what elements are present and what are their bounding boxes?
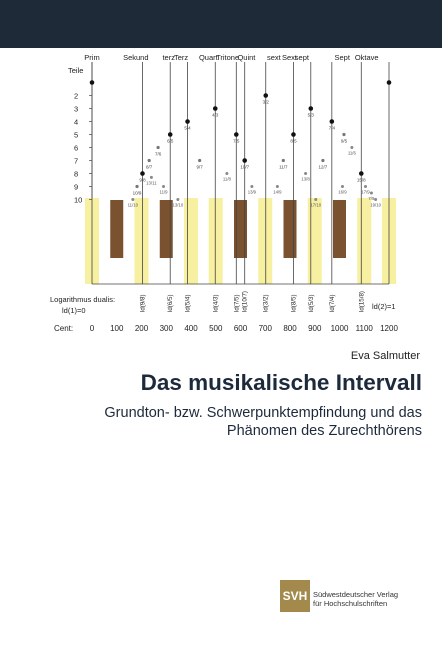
interval-label: Terz	[174, 53, 189, 62]
piano-white-key	[308, 198, 322, 284]
piano-black-key	[333, 200, 346, 258]
interval-label: terz	[162, 53, 175, 62]
ld-label: ld(6/5)	[167, 294, 175, 312]
minor-ratio-label: 16/9	[338, 189, 347, 195]
minor-ratio-point	[150, 176, 153, 179]
cent-tick-label: 400	[184, 324, 198, 333]
piano-white-key	[209, 198, 223, 284]
teile-tick-label: 9	[74, 182, 79, 192]
cent-tick-label: 1100	[355, 324, 373, 333]
cent-tick-label: 500	[209, 324, 223, 333]
minor-ratio-point	[350, 146, 353, 149]
ld1-label: ld(1)=0	[62, 306, 86, 315]
minor-ratio-point	[162, 185, 165, 188]
ratio-point	[321, 159, 324, 162]
teile-tick-label: 8	[74, 169, 79, 179]
cent-tick-label: 100	[110, 324, 124, 333]
cent-tick-label: 200	[134, 324, 149, 333]
publisher-name	[313, 590, 398, 608]
cent-tick-label: 700	[258, 324, 272, 333]
ratio-point	[156, 146, 159, 149]
ld-label: ld(10/7)	[241, 291, 249, 312]
piano-black-key	[160, 200, 173, 258]
cent-tick-label: 600	[233, 324, 248, 333]
interval-label: Quint	[237, 53, 256, 62]
interval-diagram	[0, 48, 442, 348]
interval-label: Sekund	[123, 53, 149, 62]
ratio-point	[263, 93, 268, 98]
minor-ratio-point	[176, 198, 179, 201]
minor-ratio-label: 13/8	[301, 176, 310, 182]
minor-ratio-label: 19/10	[370, 202, 382, 208]
interval-label: Sept	[334, 53, 350, 62]
ratio-point	[213, 106, 218, 111]
cent-tick-label: 300	[159, 324, 173, 333]
ratio-point	[140, 171, 145, 176]
ratio-label: 6/5	[167, 138, 174, 144]
ratio-label: 3/2	[262, 99, 269, 105]
ld-label: ld(8/5)	[290, 294, 298, 312]
ratio-label: 10/7	[240, 164, 250, 170]
interval-label: Quart	[198, 53, 218, 62]
ld-label: ld(3/2)	[262, 294, 270, 312]
ratio-point	[291, 132, 296, 137]
ratio-label: 8/5	[290, 138, 297, 144]
teile-tick-label: 7	[74, 156, 79, 166]
ratio-label: 11/7	[279, 164, 288, 170]
ratio-label: 5/3	[307, 112, 314, 118]
ld-label: ld(7/4)	[328, 294, 336, 312]
minor-ratio-point	[276, 185, 279, 188]
piano-white-key	[184, 198, 198, 284]
ratio-label: 9/7	[196, 164, 203, 170]
minor-ratio-label: 11/9	[159, 189, 168, 195]
interval-label: Tritone	[216, 53, 240, 62]
teile-tick-label: 2	[74, 91, 79, 101]
interval-label: Sext	[281, 53, 298, 62]
ratio-point	[282, 159, 285, 162]
ratio-point	[135, 185, 138, 188]
ratio-point	[148, 159, 151, 162]
piano-black-key	[110, 200, 123, 258]
cent-label: Cent:	[54, 324, 74, 333]
ratio-label: 10/9	[132, 190, 142, 196]
minor-ratio-point	[370, 192, 373, 195]
ratio-point	[168, 132, 173, 137]
publisher-line-1: Südwestdeutscher Verlag	[313, 590, 399, 599]
minor-ratio-label: 13/9	[247, 189, 257, 195]
ratio-label: 12/7	[318, 164, 328, 170]
ratio-point	[330, 119, 335, 124]
logarithm-label: Logarithmus dualis:	[50, 295, 116, 304]
ratio-point	[242, 158, 247, 163]
minor-ratio-label: 7/9	[368, 196, 375, 201]
ratio-label: 5/4	[184, 125, 191, 131]
minor-ratio-point	[304, 172, 307, 175]
minor-ratio-point	[250, 185, 253, 188]
interval-label: Oktave	[354, 53, 379, 62]
ratio-point	[359, 171, 364, 176]
minor-ratio-label: 11/6	[347, 150, 356, 156]
ratio-label: 9/8	[139, 177, 146, 183]
ld2-label: ld(2)=1	[372, 302, 396, 311]
teile-tick-label: 10	[74, 195, 83, 205]
teile-label: Teile	[68, 66, 84, 75]
minor-ratio-label: 14/9	[273, 189, 282, 195]
ratio-point	[90, 80, 95, 85]
minor-ratio-label: 13/11	[146, 180, 157, 186]
cover-top-bar	[0, 0, 442, 48]
ld-label: ld(5/3)	[307, 294, 315, 312]
minor-ratio-label: 11/8	[222, 176, 231, 182]
interval-label: sext	[267, 53, 281, 62]
minor-ratio-point	[131, 198, 134, 201]
ratio-label: 15/8	[356, 177, 366, 183]
minor-ratio-point	[374, 198, 377, 201]
ld-label: ld(7/5)	[233, 294, 241, 312]
ratio-point	[308, 106, 313, 111]
book-title: Das musikalische Intervall	[140, 370, 422, 395]
publisher-logo: SVH	[280, 580, 310, 612]
minor-ratio-label: 17/9	[361, 189, 370, 195]
publisher-line-2: für Hochschulschriften	[313, 599, 388, 608]
teile-tick-label: 6	[74, 143, 79, 153]
interval-label: sept	[294, 53, 309, 62]
ratio-label: 7/5	[233, 138, 240, 144]
cent-tick-label: 900	[308, 324, 322, 333]
minor-ratio-point	[314, 198, 317, 201]
book-subtitle: Grundton- bzw. Schwerpunktempfindung und das Phänomen des Zurechthörens	[104, 405, 422, 439]
piano-black-key	[284, 200, 297, 258]
teile-tick-label: 5	[74, 130, 79, 140]
piano-white-key	[258, 198, 272, 284]
minor-ratio-label: 13/10	[172, 202, 184, 208]
ratio-point	[198, 159, 201, 162]
ratio-label: 7/6	[154, 151, 162, 157]
ratio-label: 7/4	[328, 125, 335, 131]
ld-label: ld(5/4)	[184, 294, 192, 312]
ratio-point	[342, 133, 345, 136]
cent-tick-label: 0	[89, 324, 95, 333]
ratio-label: 9/5	[340, 138, 348, 144]
piano-white-key	[135, 198, 149, 284]
ratio-point	[185, 119, 190, 124]
ld-label: ld(4/3)	[212, 294, 220, 312]
ratio-point	[234, 132, 239, 137]
piano-white-key	[357, 198, 371, 284]
ratio-label: 4/3	[212, 112, 219, 118]
ld-label: ld(9/8)	[139, 294, 147, 312]
minor-ratio-label: 17/10	[310, 202, 322, 208]
cent-tick-label: 1200	[380, 324, 398, 333]
ld-label: ld(15/8)	[358, 291, 366, 312]
cent-tick-label: 800	[283, 324, 297, 333]
author-name: Eva Salmutter	[350, 350, 420, 362]
minor-ratio-point	[225, 172, 228, 175]
interval-label: Prim	[84, 53, 100, 62]
ratio-point	[387, 80, 392, 85]
teile-tick-label: 4	[74, 117, 79, 127]
minor-ratio-label: 11/10	[127, 202, 139, 208]
minor-ratio-point	[341, 185, 344, 188]
minor-ratio-point	[364, 185, 367, 188]
teile-tick-label: 3	[74, 104, 79, 114]
cent-tick-label: 1000	[330, 324, 349, 333]
ratio-label: 8/7	[146, 164, 153, 170]
